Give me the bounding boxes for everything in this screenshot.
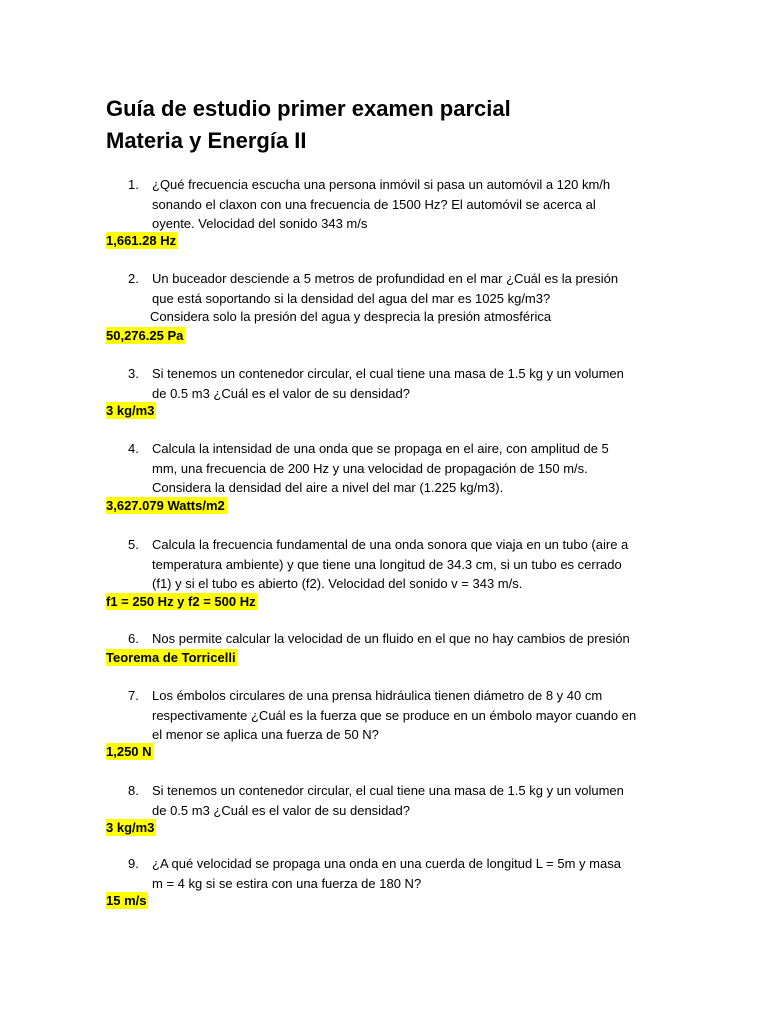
question-line: de 0.5 m3 ¿Cuál es el valor de su densidad? bbox=[152, 802, 410, 818]
question-line: Calcula la intensidad de una onda que se propaga en el aire, con amplitud de 5 bbox=[152, 441, 609, 456]
answer-highlight: f1 = 250 Hz y f2 = 500 Hz bbox=[106, 594, 256, 609]
document-title: Guía de estudio primer examen parcial bbox=[106, 96, 511, 121]
question-text bbox=[152, 269, 672, 308]
question-text bbox=[152, 854, 672, 893]
question-line: que está soportando si la densidad del agua del mar es 1025 kg/m3? bbox=[152, 290, 551, 306]
question-line: Considera la densidad del aire a nivel del mar (1.225 kg/m3). bbox=[152, 480, 504, 495]
answer-highlight: 3 kg/m3 bbox=[106, 820, 155, 835]
question-note: Considera solo la presión del agua y desprecia la presión atmosférica bbox=[150, 309, 552, 324]
question-line: oyente. Velocidad del sonido 343 m/s bbox=[152, 216, 368, 231]
question-line: respectivamente ¿Cuál es la fuerza que se produce en un émbolo mayor cuando en bbox=[152, 707, 637, 723]
question-line: el menor se aplica una fuerza de 50 N? bbox=[152, 727, 379, 742]
question-line: temperatura ambiente) y que tiene una longitud de 34.3 cm, si un tubo es cerrado bbox=[152, 556, 622, 572]
question-number: 9. bbox=[128, 856, 139, 871]
question-line: Calcula la frecuencia fundamental de una onda sonora que viaja en un tubo (aire a bbox=[152, 537, 629, 552]
question-number: 8. bbox=[128, 783, 139, 798]
question-text bbox=[152, 439, 672, 498]
answer-highlight: 50,276.25 Pa bbox=[106, 328, 184, 343]
question-line: ¿A qué velocidad se propaga una onda en una cuerda de longitud L = 5m y masa bbox=[152, 856, 621, 871]
question-text bbox=[152, 535, 672, 594]
question-text bbox=[152, 629, 672, 649]
question-line: ¿Qué frecuencia escucha una persona inmóvil si pasa un automóvil a 120 km/h bbox=[152, 177, 611, 192]
question-line: Los émbolos circulares de una prensa hidráulica tienen diámetro de 8 y 40 cm bbox=[152, 688, 603, 703]
answer-highlight: 15 m/s bbox=[106, 893, 147, 908]
question-number: 6. bbox=[128, 631, 139, 646]
question-line: m = 4 kg si se estira con una fuerza de 180 N? bbox=[152, 875, 422, 891]
answer-highlight: 1,250 N bbox=[106, 744, 152, 759]
question-number: 3. bbox=[128, 366, 139, 381]
question-number: 7. bbox=[128, 688, 139, 703]
question-text bbox=[152, 686, 672, 745]
question-line: Si tenemos un contenedor circular, el cual tiene una masa de 1.5 kg y un volumen bbox=[152, 366, 624, 381]
question-number: 4. bbox=[128, 441, 139, 456]
question-number: 1. bbox=[128, 177, 139, 192]
question-line: mm, una frecuencia de 200 Hz y una velocidad de propagación de 150 m/s. bbox=[152, 460, 588, 476]
answer-highlight: 3 kg/m3 bbox=[106, 403, 155, 418]
answer-highlight: 1,661.28 Hz bbox=[106, 233, 177, 248]
document-subtitle: Materia y Energía II bbox=[106, 128, 307, 153]
question-text bbox=[152, 364, 672, 403]
question-text bbox=[152, 781, 672, 820]
question-line: Nos permite calcular la velocidad de un fluido en el que no hay cambios de presión bbox=[152, 631, 630, 646]
question-text bbox=[152, 175, 672, 234]
question-number: 5. bbox=[128, 537, 139, 552]
question-line: Si tenemos un contenedor circular, el cual tiene una masa de 1.5 kg y un volumen bbox=[152, 783, 624, 798]
question-line: sonando el claxon con una frecuencia de 1500 Hz? El automóvil se acerca al bbox=[152, 196, 596, 212]
question-line: (f1) y si el tubo es abierto (f2). Velocidad del sonido v = 343 m/s. bbox=[152, 576, 523, 591]
question-line: de 0.5 m3 ¿Cuál es el valor de su densidad? bbox=[152, 385, 410, 401]
answer-highlight: 3,627.079 Watts/m2 bbox=[106, 498, 225, 513]
question-number: 2. bbox=[128, 271, 139, 286]
answer-highlight: Teorema de Torricelli bbox=[106, 650, 236, 665]
question-line: Un buceador desciende a 5 metros de profundidad en el mar ¿Cuál es la presión bbox=[152, 271, 619, 286]
